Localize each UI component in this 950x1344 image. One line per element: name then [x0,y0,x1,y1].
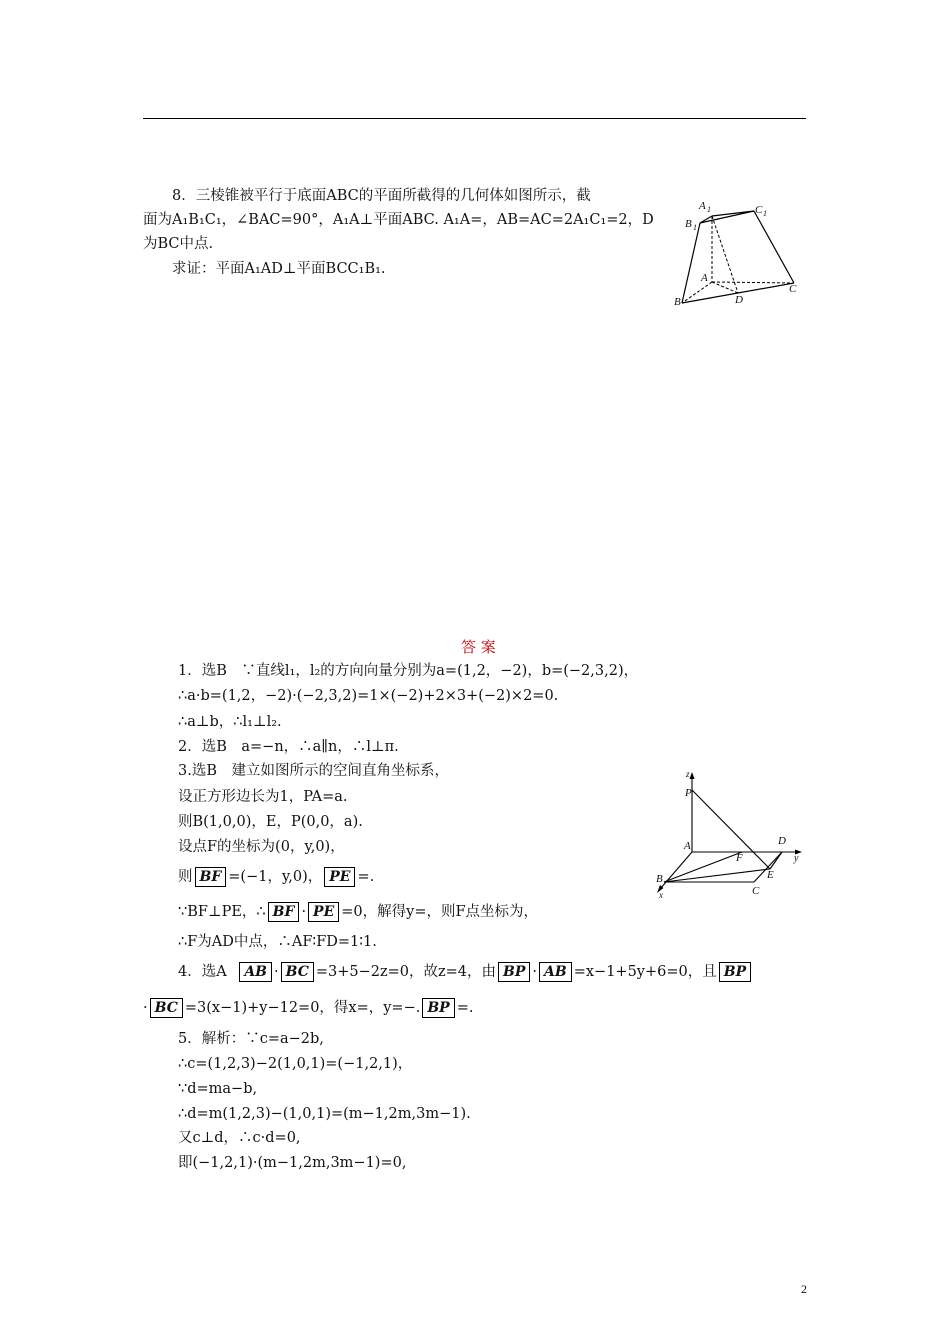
vector-bp: BP [422,998,454,1018]
vector-ab: AB [239,962,272,982]
vector-ab: AB [539,962,572,982]
answer3-line2: 设正方形边长为1，PA=a. [178,789,348,805]
label-d: D [778,835,786,847]
header-rule [143,118,806,119]
label-x: x [659,890,663,900]
answer3-line4: 设点F的坐标为(0，y,0)， [178,839,345,855]
vector-bf: BF [268,902,300,922]
vector-pe: PE [324,867,355,887]
vector-bc: BC [150,998,183,1018]
answer4-line2 [143,998,473,1018]
label-b: B [674,296,681,308]
problem8-line3: 为BC中点. [143,236,214,252]
answer3-line5-mid: =(−1，y,0)， [228,869,323,885]
answers-title: 答 案 [461,638,496,656]
label-e: E [767,869,774,881]
answer3-line6 [178,902,538,922]
answer4-dot2: · [532,964,538,980]
label-p: P [685,787,692,799]
answer3-line6-dot: · [301,904,307,920]
vector-bf: BF [195,867,227,887]
label-b: B [656,873,663,885]
label-c: C [789,283,797,295]
vector-bc: BC [281,962,314,982]
answer4-line2-pre: · [143,1000,148,1016]
answer3-line7: ∴F为AD中点，∴AF∶FD=1∶1. [178,934,377,950]
problem8-line1: 8．三棱锥被平行于底面ABC的平面所截得的几何体如图所示，截 [172,188,591,204]
answer4-dot1: · [274,964,279,980]
problem8-line4: 求证：平面A₁AD⊥平面BCC₁B₁. [172,261,386,277]
answer1-line1: 1．选B ∵直线l₁，l₂的方向向量分别为a=(1,2，−2)，b=(−2,3,2)， [178,663,639,679]
label-a1-sub: 1 [707,205,711,214]
problem8-line2: 面为A₁B₁C₁，∠BAC=90°，A₁A⊥平面ABC. A₁A=，AB=AC=2A₁C₁=2，D [143,212,654,228]
label-c1-sub: 1 [763,209,767,218]
label-c1: C [755,204,763,216]
vector-bp: BP [719,962,751,982]
label-a: A [701,272,708,284]
answer3-line3: 则B(1,0,0)，E，P(0,0，a). [178,814,363,830]
answer4-mid2: =x−1+5y+6=0，且 [573,964,717,980]
vector-pe: PE [308,902,339,922]
answer2: 2．选B a=−n，∴a∥n，∴l⊥π. [178,739,399,755]
label-z: z [686,769,690,779]
answer3-line6-pre: ∵BF⊥PE，∴ [178,904,266,920]
answer4-pre: 4．选A [178,964,227,980]
answer3-line5-pre: 则 [178,869,193,885]
label-d: D [735,294,743,306]
answer3-line6-post: =0，解得y=，则F点坐标为， [341,904,539,920]
label-a1: A [699,200,706,212]
vector-bp: BP [498,962,530,982]
answer5-line6: 即(−1,2,1)·(m−1,2m,3m−1)=0, [178,1155,407,1171]
answer5-line2: ∴c=(1,2,3)−2(1,0,1)=(−1,2,1)， [178,1056,413,1072]
label-c: C [752,885,760,897]
frustum-figure [670,195,810,310]
page-number: 2 [801,1282,807,1296]
answer1-line3: ∴a⊥b，∴l₁⊥l₂. [178,714,282,730]
coordinate-figure [650,768,815,900]
answer3-line5 [178,867,374,887]
label-b1-sub: 1 [693,223,697,232]
answer5-line5: 又c⊥d，∴c·d=0, [178,1130,301,1146]
label-f: F [736,852,743,864]
label-a: A [684,840,691,852]
answer4-mid1: =3+5−2z=0，故z=4，由 [315,964,497,980]
label-b1: B [685,218,692,230]
answer3-line1: 3.选B 建立如图所示的空间直角坐标系， [178,763,449,779]
answer5-line4: ∴d=m(1,2,3)−(1,0,1)=(m−1,2m,3m−1). [178,1106,471,1122]
label-y: y [794,853,799,864]
answer5-line1: 5．解析：∵c=a−2b, [178,1031,324,1047]
answer1-line2: ∴a·b=(1,2，−2)·(−2,3,2)=1×(−2)+2×3+(−2)×2=0. [178,688,559,704]
answer4-line2-mid: =3(x−1)+y−12=0，得x=，y=−. [184,1000,421,1016]
answer4-line2-post: =. [456,1000,474,1016]
answer4-line1 [178,962,753,982]
answer3-line5-post: =. [357,869,375,885]
answer5-line3: ∵d=ma−b, [178,1081,258,1097]
